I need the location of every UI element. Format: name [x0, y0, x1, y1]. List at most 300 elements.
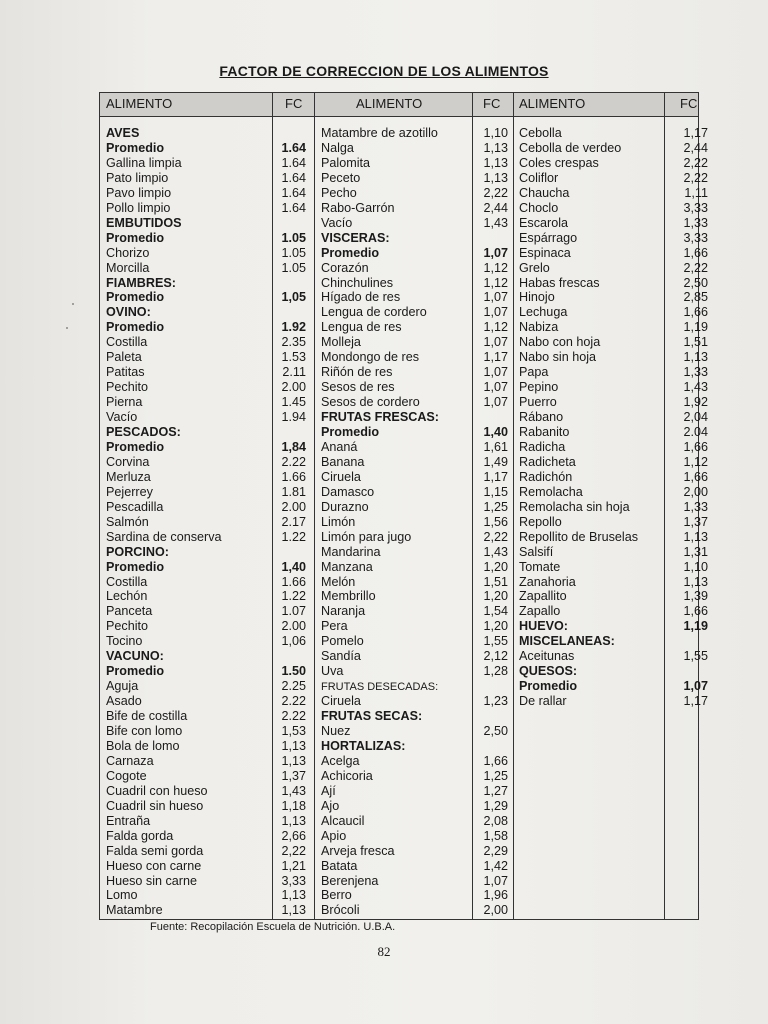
food-name: Costilla	[106, 335, 148, 350]
table-row	[106, 335, 306, 350]
food-name: Melón	[321, 574, 356, 589]
correction-factor: 3,33	[281, 873, 306, 888]
food-name: Hígado de res	[321, 290, 401, 305]
correction-factor: 1,54	[483, 604, 508, 619]
table-row	[519, 694, 708, 709]
correction-factor: 1,56	[483, 514, 508, 529]
food-name: Alcaucil	[321, 813, 365, 828]
food-name: Aceitunas	[519, 649, 575, 664]
food-name: Lechuga	[519, 305, 568, 320]
correction-factor: 1,13	[281, 888, 306, 903]
table-row	[106, 126, 306, 141]
table-row	[519, 276, 708, 291]
food-name: Entraña	[106, 813, 151, 828]
correction-factor: 1,66	[683, 305, 708, 320]
table-row	[321, 694, 508, 709]
food-name: Mondongo de res	[321, 350, 420, 365]
table-row	[106, 545, 306, 560]
table-row	[321, 859, 508, 874]
food-name: Panceta	[106, 604, 153, 619]
correction-factor: 2,00	[483, 903, 508, 918]
table-row	[321, 634, 508, 649]
table-row	[321, 739, 508, 754]
table-row	[321, 290, 508, 305]
table-row	[519, 380, 708, 395]
food-name: Remolacha sin hoja	[519, 499, 630, 514]
correction-factor: 1,96	[483, 888, 508, 903]
table-row	[321, 141, 508, 156]
correction-factor: 1,13	[281, 813, 306, 828]
food-name: Pato limpio	[106, 170, 169, 185]
table-row	[321, 560, 508, 575]
table-row	[106, 500, 306, 515]
table-row	[519, 305, 708, 320]
table-row	[321, 888, 508, 903]
table-row	[519, 500, 708, 515]
correction-factor: 1,49	[483, 454, 508, 469]
table-row	[106, 694, 306, 709]
food-name: FRUTAS SECAS:	[321, 709, 423, 724]
food-name: Promedio	[519, 679, 578, 694]
food-name: Patitas	[106, 365, 145, 380]
food-name: Sandía	[321, 649, 361, 664]
food-name: Cebolla	[519, 126, 562, 140]
table-row	[106, 634, 306, 649]
food-name: Lengua de cordero	[321, 305, 427, 320]
food-name: Bola de lomo	[106, 738, 180, 753]
header-alimento-1: ALIMENTO	[106, 96, 173, 111]
food-name: Mandarina	[321, 544, 381, 559]
correction-factor: 1,15	[483, 484, 508, 499]
table-row	[106, 888, 306, 903]
food-name: Sesos de res	[321, 380, 395, 395]
table-row	[106, 470, 306, 485]
correction-factor: 1,13	[483, 155, 508, 170]
food-name: Hinojo	[519, 290, 555, 305]
table-row	[519, 634, 708, 649]
food-name: Paleta	[106, 350, 142, 365]
table-row	[106, 350, 306, 365]
food-name: Promedio	[106, 439, 165, 454]
food-name: Lechón	[106, 589, 148, 604]
correction-factor: 1.66	[281, 574, 306, 589]
food-name: Berro	[321, 888, 352, 903]
table-row	[321, 470, 508, 485]
correction-factor: 2,22	[281, 843, 306, 858]
table-row	[106, 320, 306, 335]
correction-factor: 1,66	[483, 753, 508, 768]
table-row	[519, 246, 708, 261]
table-row	[519, 290, 708, 305]
food-name: Salsifí	[519, 544, 554, 559]
speck	[72, 303, 74, 305]
divider	[314, 93, 315, 919]
food-name: Pechito	[106, 380, 149, 395]
correction-factor: 1,18	[281, 798, 306, 813]
food-name: Pescadilla	[106, 499, 164, 514]
correction-factor: 1,05	[281, 290, 306, 305]
table-row	[519, 470, 708, 485]
food-name: Gallina limpia	[106, 155, 182, 170]
food-name: Radichón	[519, 469, 573, 484]
food-name: Merluza	[106, 469, 151, 484]
food-name: Espinaca	[519, 245, 571, 260]
table-row	[321, 575, 508, 590]
food-name: PORCINO:	[106, 544, 169, 559]
food-name: Rábano	[519, 410, 564, 425]
table-row	[106, 365, 306, 380]
table-row	[321, 769, 508, 784]
food-name: AVES	[106, 126, 140, 140]
correction-factor: 2.35	[281, 335, 306, 350]
correction-factor: 1,07	[483, 873, 508, 888]
header-fc-1: FC	[285, 96, 303, 111]
food-name: Pera	[321, 619, 348, 634]
food-name: Ciruela	[321, 469, 361, 484]
correction-factor: 1,13	[683, 529, 708, 544]
food-name: Berenjena	[321, 873, 379, 888]
source-note: Fuente: Recopilación Escuela de Nutrición. U.B.A.	[150, 921, 396, 933]
correction-factor: 1,13	[483, 140, 508, 155]
correction-factor: 1,20	[483, 589, 508, 604]
table-row	[321, 305, 508, 320]
table-row	[519, 201, 708, 216]
correction-factor: 2.11	[282, 365, 306, 380]
table-row	[321, 231, 508, 246]
correction-factor: 1,07	[483, 245, 508, 260]
table-row	[106, 201, 306, 216]
correction-factor: 1,20	[483, 619, 508, 634]
correction-factor: 1,19	[683, 320, 708, 335]
food-name: FRUTAS DESECADAS:	[321, 681, 439, 694]
table-row	[519, 410, 708, 425]
table-row	[321, 246, 508, 261]
table-header	[100, 93, 698, 117]
correction-factor: 1,06	[281, 634, 306, 649]
food-name: Aguja	[106, 679, 139, 694]
food-name: Pecho	[321, 185, 357, 200]
food-name: VACUNO:	[106, 649, 164, 664]
table-row	[519, 335, 708, 350]
table-row	[321, 754, 508, 769]
correction-factor: 1,12	[483, 260, 508, 275]
food-name: Cuadril con hueso	[106, 783, 208, 798]
correction-factor: 1,07	[483, 305, 508, 320]
correction-factor: 1,66	[683, 604, 708, 619]
table-row	[519, 440, 708, 455]
table-row	[106, 754, 306, 769]
food-name: Riñón de res	[321, 365, 393, 380]
table-row	[106, 619, 306, 634]
correction-factor: 1,40	[483, 425, 508, 439]
table-row	[519, 261, 708, 276]
correction-factor: 1,12	[483, 320, 508, 335]
correction-factor: 1,07	[483, 380, 508, 395]
food-name: Manzana	[321, 559, 373, 574]
food-name: FIAMBRES:	[106, 275, 176, 290]
correction-factor: 2,50	[483, 724, 508, 738]
correction-factor: 1.22	[281, 589, 306, 604]
food-name: Banana	[321, 454, 365, 469]
food-name: Arveja fresca	[321, 843, 395, 858]
food-name: Pierna	[106, 395, 143, 410]
food-name: De rallar	[519, 694, 567, 709]
food-name: Brócoli	[321, 903, 360, 918]
food-name: Molleja	[321, 335, 361, 350]
correction-factor: 1.64	[281, 200, 306, 215]
correction-factor: 1,10	[483, 126, 508, 140]
table-row	[321, 425, 508, 440]
correction-factor: 1.05	[281, 230, 306, 245]
correction-factor: 1.64	[281, 155, 306, 170]
table-row	[321, 664, 508, 679]
table-row	[519, 320, 708, 335]
table-row	[519, 141, 708, 156]
correction-factor: 1,17	[483, 469, 508, 484]
table-row	[519, 545, 708, 560]
food-name: Batata	[321, 858, 358, 873]
food-name: Costilla	[106, 574, 148, 589]
food-name: Hueso sin carne	[106, 873, 198, 888]
correction-factor: 2.22	[281, 694, 306, 709]
table-row	[106, 290, 306, 305]
food-name: Bife de costilla	[106, 709, 188, 724]
page-title: FACTOR DE CORRECCION DE LOS ALIMENTOS	[219, 63, 549, 79]
table-row	[321, 126, 508, 141]
correction-factor: 1,33	[683, 499, 708, 514]
table-row	[106, 709, 306, 724]
table-row	[106, 455, 306, 470]
table-row	[106, 485, 306, 500]
correction-factor: 2.25	[281, 679, 306, 694]
correction-factor: 1,13	[683, 350, 708, 365]
table-row	[106, 216, 306, 231]
correction-factor: 1,13	[281, 753, 306, 768]
table-row	[321, 440, 508, 455]
food-name: Matambre	[106, 903, 163, 918]
correction-factor: 1,17	[683, 694, 708, 709]
correction-factor: 2,00	[683, 484, 708, 499]
food-name: Ajo	[321, 798, 340, 813]
food-name: Coles crespas	[519, 155, 599, 170]
correction-factor: 1,27	[483, 783, 508, 798]
table-row	[321, 874, 508, 889]
food-name: Promedio	[106, 140, 165, 155]
table-row	[106, 380, 306, 395]
table-row	[106, 874, 306, 889]
correction-factor: 1,66	[683, 245, 708, 260]
table-row	[519, 231, 708, 246]
correction-factor: 1,21	[281, 858, 306, 873]
correction-factor: 1.81	[281, 484, 306, 499]
table-row	[321, 784, 508, 799]
correction-factor: 2,22	[483, 185, 508, 200]
table-row	[321, 455, 508, 470]
food-name: Sardina de conserva	[106, 529, 222, 544]
correction-factor: 1,13	[281, 903, 306, 918]
food-name: Lengua de res	[321, 320, 402, 335]
table-row	[106, 246, 306, 261]
food-name: Nabo sin hoja	[519, 350, 597, 365]
food-name: Zanahoria	[519, 574, 576, 589]
table-row	[519, 575, 708, 590]
correction-factor: 2,08	[483, 813, 508, 828]
correction-factor: 2,44	[483, 200, 508, 215]
food-name: Grelo	[519, 260, 550, 275]
correction-factor: 1.45	[281, 395, 306, 410]
table-row	[321, 485, 508, 500]
header-fc-3: FC	[680, 96, 698, 111]
food-name: Pollo limpio	[106, 200, 171, 215]
food-name: EMBUTIDOS	[106, 215, 182, 230]
header-fc-2: FC	[483, 96, 501, 111]
table-row	[519, 171, 708, 186]
correction-factor: 1,61	[483, 439, 508, 454]
food-name: Choclo	[519, 200, 559, 215]
food-name: Durazno	[321, 499, 369, 514]
correction-factor: 1,53	[281, 724, 306, 738]
correction-factor: 1.05	[281, 260, 306, 275]
food-name: Coliflor	[519, 170, 559, 185]
food-name: Chorizo	[106, 245, 150, 260]
food-name: Salmón	[106, 514, 149, 529]
food-name: Falda gorda	[106, 828, 174, 843]
food-name: Pomelo	[321, 634, 364, 649]
food-name: Lomo	[106, 888, 138, 903]
correction-factor: 1.05	[281, 245, 306, 260]
table-row	[106, 425, 306, 440]
table-row	[106, 231, 306, 246]
correction-factor: 3,33	[683, 200, 708, 215]
table-row	[106, 575, 306, 590]
correction-factor: 1,33	[683, 365, 708, 380]
table-row	[519, 186, 708, 201]
correction-factor: 1,19	[683, 619, 708, 634]
correction-factor: 1,28	[483, 664, 508, 679]
correction-factor: 1,37	[683, 514, 708, 529]
table-row	[106, 799, 306, 814]
table-row	[106, 814, 306, 829]
table-row	[519, 485, 708, 500]
table-row	[321, 545, 508, 560]
table-row	[519, 365, 708, 380]
food-name: Damasco	[321, 484, 375, 499]
header-alimento-3: ALIMENTO	[519, 96, 586, 111]
table-row	[106, 395, 306, 410]
food-name: Repollito de Bruselas	[519, 529, 639, 544]
correction-factor: 1,10	[683, 559, 708, 574]
correction-factor: 1,43	[483, 544, 508, 559]
correction-factor: 1,25	[483, 768, 508, 783]
table-row	[321, 709, 508, 724]
correction-factor: 1,07	[483, 365, 508, 380]
correction-factor: 1,33	[683, 215, 708, 230]
table-row	[321, 829, 508, 844]
table-row	[106, 739, 306, 754]
table-row	[106, 664, 306, 679]
correction-factor: 1.94	[281, 410, 306, 425]
correction-factor: 1.50	[281, 664, 306, 679]
table-row	[321, 799, 508, 814]
correction-factor: 2,85	[683, 290, 708, 305]
table-row	[321, 261, 508, 276]
food-name: HORTALIZAS:	[321, 738, 406, 753]
correction-factor: 2.04	[683, 425, 708, 439]
correction-factor: 1,43	[483, 215, 508, 230]
table-row	[106, 604, 306, 619]
correction-factor: 2,50	[683, 275, 708, 290]
table-row	[321, 903, 508, 918]
table-row	[519, 455, 708, 470]
food-name: Habas frescas	[519, 275, 600, 290]
table-row	[321, 619, 508, 634]
table-row	[106, 440, 306, 455]
food-name: Promedio	[106, 230, 165, 245]
table-row	[321, 679, 508, 694]
table-row	[321, 276, 508, 291]
table-row	[321, 724, 508, 739]
food-name: Radicha	[519, 439, 566, 454]
table-row	[321, 335, 508, 350]
food-name: Achicoria	[321, 768, 373, 783]
correction-factor: 1,40	[281, 559, 306, 574]
food-name: Palomita	[321, 155, 370, 170]
correction-factor: 1,92	[683, 395, 708, 410]
correction-factor: 1,17	[683, 126, 708, 140]
table-row	[519, 395, 708, 410]
table-row	[106, 859, 306, 874]
correction-factor: 1,31	[683, 544, 708, 559]
food-name: Zapallito	[519, 589, 567, 604]
table-row	[519, 216, 708, 231]
food-name: Papa	[519, 365, 549, 380]
food-name: Rabanito	[519, 425, 570, 439]
food-name: Tomate	[519, 559, 561, 574]
food-name: Chaucha	[519, 185, 570, 200]
correction-factor: 1,13	[483, 170, 508, 185]
table-row	[321, 500, 508, 515]
correction-factor: 1.07	[281, 604, 306, 619]
table-row	[519, 604, 708, 619]
food-name: Carnaza	[106, 753, 154, 768]
correction-factor: 1,55	[683, 649, 708, 664]
table-row	[519, 156, 708, 171]
correction-factor: 1,66	[683, 469, 708, 484]
food-name: Zapallo	[519, 604, 561, 619]
food-name: Pechito	[106, 619, 149, 634]
food-name: Cuadril sin hueso	[106, 798, 204, 813]
table-row	[321, 201, 508, 216]
food-name: Naranja	[321, 604, 366, 619]
food-name: Pejerrey	[106, 484, 153, 499]
food-name: Limón para jugo	[321, 529, 412, 544]
food-name: Uva	[321, 664, 344, 679]
correction-factor: 2.00	[281, 499, 306, 514]
table-row	[106, 679, 306, 694]
food-name: Promedio	[106, 664, 165, 679]
food-name: QUESOS:	[519, 664, 578, 679]
table-row	[321, 814, 508, 829]
food-name: Nuez	[321, 724, 351, 738]
correction-factor: 1,29	[483, 798, 508, 813]
correction-factor: 2,04	[683, 410, 708, 425]
food-name: HUEVO:	[519, 619, 568, 634]
table-row	[519, 619, 708, 634]
table-row	[106, 141, 306, 156]
table-row	[106, 903, 306, 918]
correction-factor: 2.22	[281, 454, 306, 469]
correction-factor: 1,25	[483, 499, 508, 514]
